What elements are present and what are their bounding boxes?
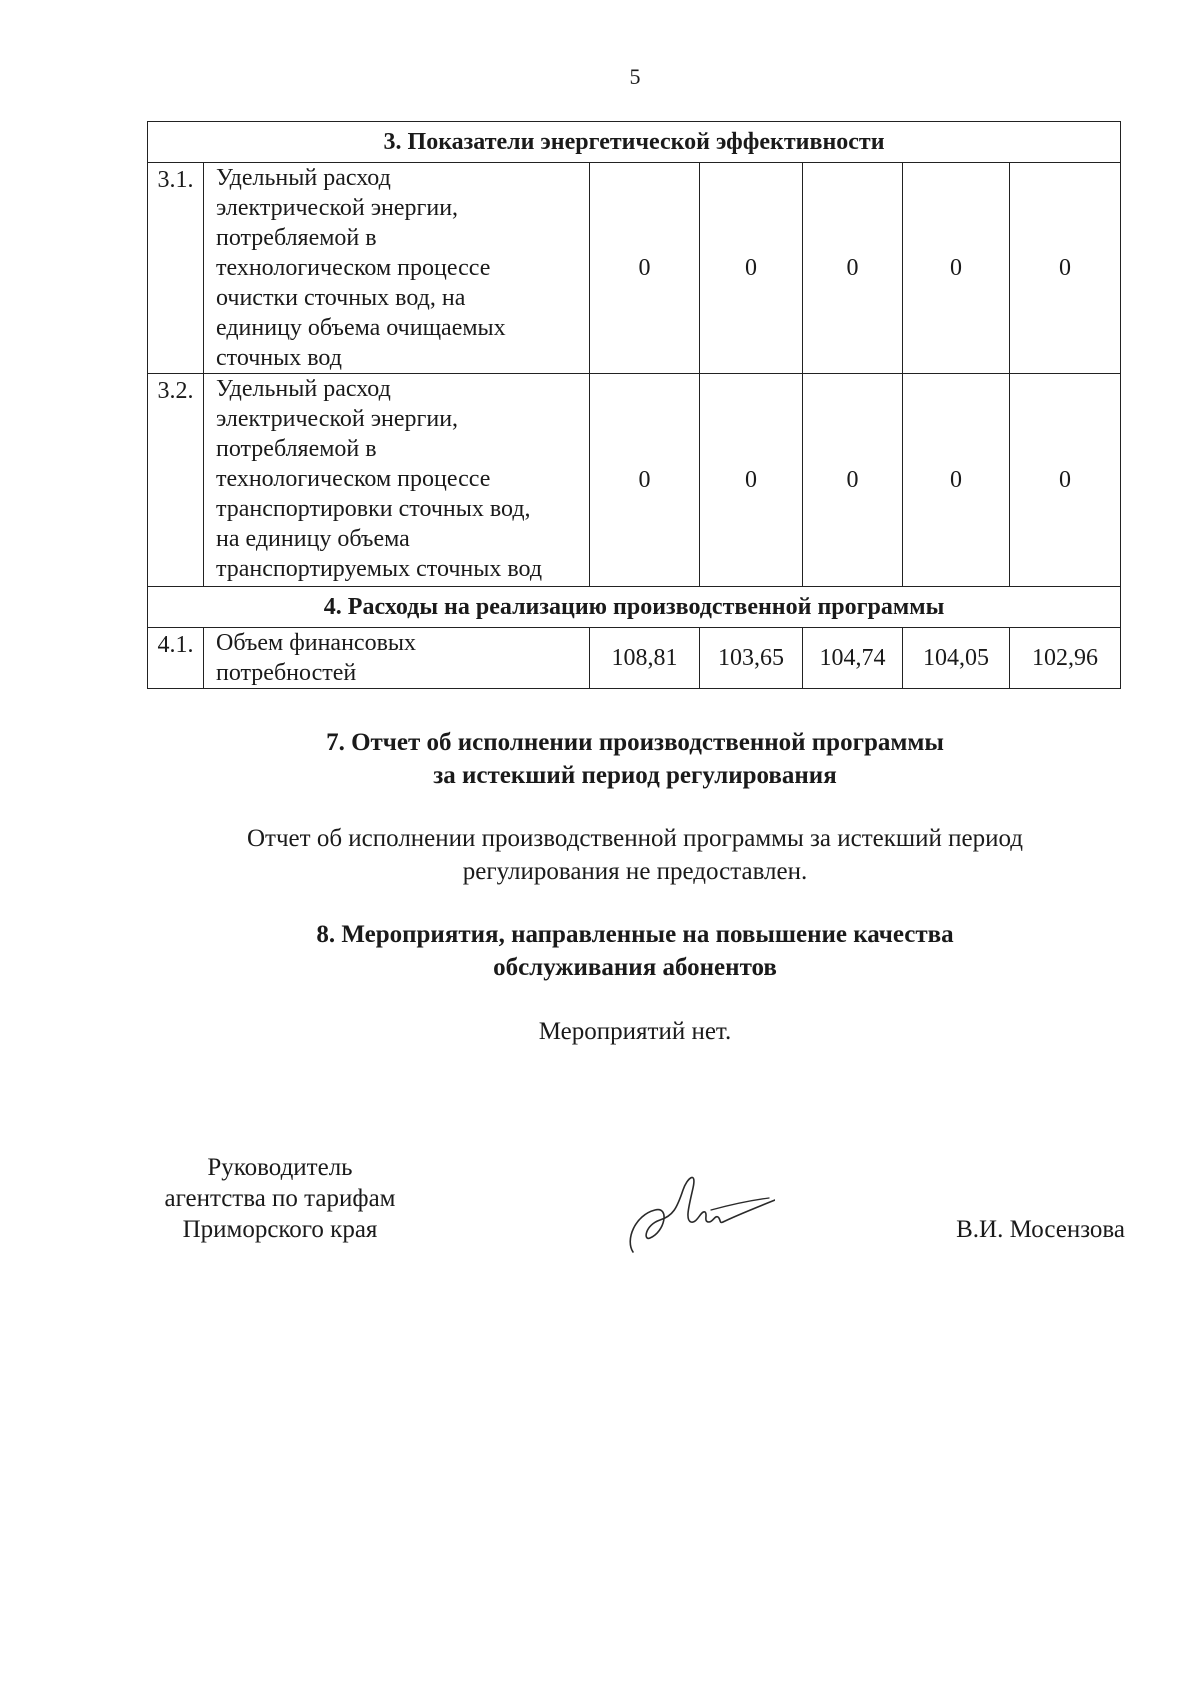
row-number: 3.2. <box>148 374 204 587</box>
section-7-text <box>0 822 1200 888</box>
row-label <box>204 628 590 689</box>
handwritten-signature <box>615 1160 775 1260</box>
value-cell: 104,05 <box>903 628 1010 689</box>
label-line: сточных вод <box>216 345 342 371</box>
label-line: транспортировки сточных вод, <box>216 496 531 522</box>
value-cell: 0 <box>803 163 903 374</box>
value-cell: 102,96 <box>1010 628 1121 689</box>
label-line: потребляемой в <box>216 225 377 251</box>
label-line: потребностей <box>216 660 357 686</box>
label-line: электрической энергии, <box>216 195 459 221</box>
label-line: потребляемой в <box>216 436 377 462</box>
value-cell: 104,74 <box>803 628 903 689</box>
label-line: на единицу объема <box>216 526 410 552</box>
table-row <box>148 163 1121 374</box>
value-cell: 0 <box>803 374 903 587</box>
signer-title-line: Руководитель <box>207 1154 353 1181</box>
text-line: регулирования не предоставлен. <box>462 858 808 885</box>
heading-line: обслуживания абонентов <box>493 954 777 981</box>
label-line: транспортируемых сточных вод <box>216 556 543 582</box>
text-line: Отчет об исполнении производственной программы за истекший период <box>247 825 1023 852</box>
row-label <box>204 163 590 374</box>
label-line: технологическом процессе <box>216 466 491 492</box>
value-cell: 0 <box>700 163 803 374</box>
page-number: 5 <box>629 64 641 89</box>
value-cell: 0 <box>590 163 700 374</box>
row-number: 4.1. <box>148 628 204 689</box>
heading-line: 7. Отчет об исполнении производственной программы <box>326 729 944 756</box>
section-4-header-row <box>148 587 1121 628</box>
table-row <box>148 628 1121 689</box>
row-label <box>204 374 590 587</box>
signer-title <box>140 1152 420 1245</box>
label-line: Объем финансовых <box>216 630 417 656</box>
label-line: электрической энергии, <box>216 406 459 432</box>
label-line: Удельный расход <box>216 165 391 191</box>
value-cell: 0 <box>903 374 1010 587</box>
heading-line: 8. Мероприятия, направленные на повышение качества <box>316 921 954 948</box>
value-cell: 103,65 <box>700 628 803 689</box>
table-row <box>148 374 1121 587</box>
value-cell: 0 <box>590 374 700 587</box>
label-line: очистки сточных вод, на <box>216 285 466 311</box>
label-line: Удельный расход <box>216 376 391 402</box>
section-3-title: 3. Показатели энергетической эффективности <box>148 122 1121 163</box>
section-8-text: Мероприятий нет. <box>538 1018 732 1045</box>
signer-title-line: Приморского края <box>182 1216 378 1243</box>
section-4-title: 4. Расходы на реализацию производственной программы <box>148 587 1121 628</box>
value-cell: 0 <box>903 163 1010 374</box>
signer-name: В.И. Мосензова <box>956 1216 1125 1243</box>
indicators-table <box>147 121 1121 689</box>
value-cell: 0 <box>700 374 803 587</box>
section-7-heading <box>0 726 1200 792</box>
heading-line: за истекший период регулирования <box>433 762 837 789</box>
row-number: 3.1. <box>148 163 204 374</box>
value-cell: 0 <box>1010 163 1121 374</box>
section-8-heading <box>0 918 1200 984</box>
label-line: единицу объема очищаемых <box>216 315 506 341</box>
value-cell: 0 <box>1010 374 1121 587</box>
signer-title-line: агентства по тарифам <box>164 1185 396 1212</box>
value-cell: 108,81 <box>590 628 700 689</box>
section-3-header-row <box>148 122 1121 163</box>
label-line: технологическом процессе <box>216 255 491 281</box>
